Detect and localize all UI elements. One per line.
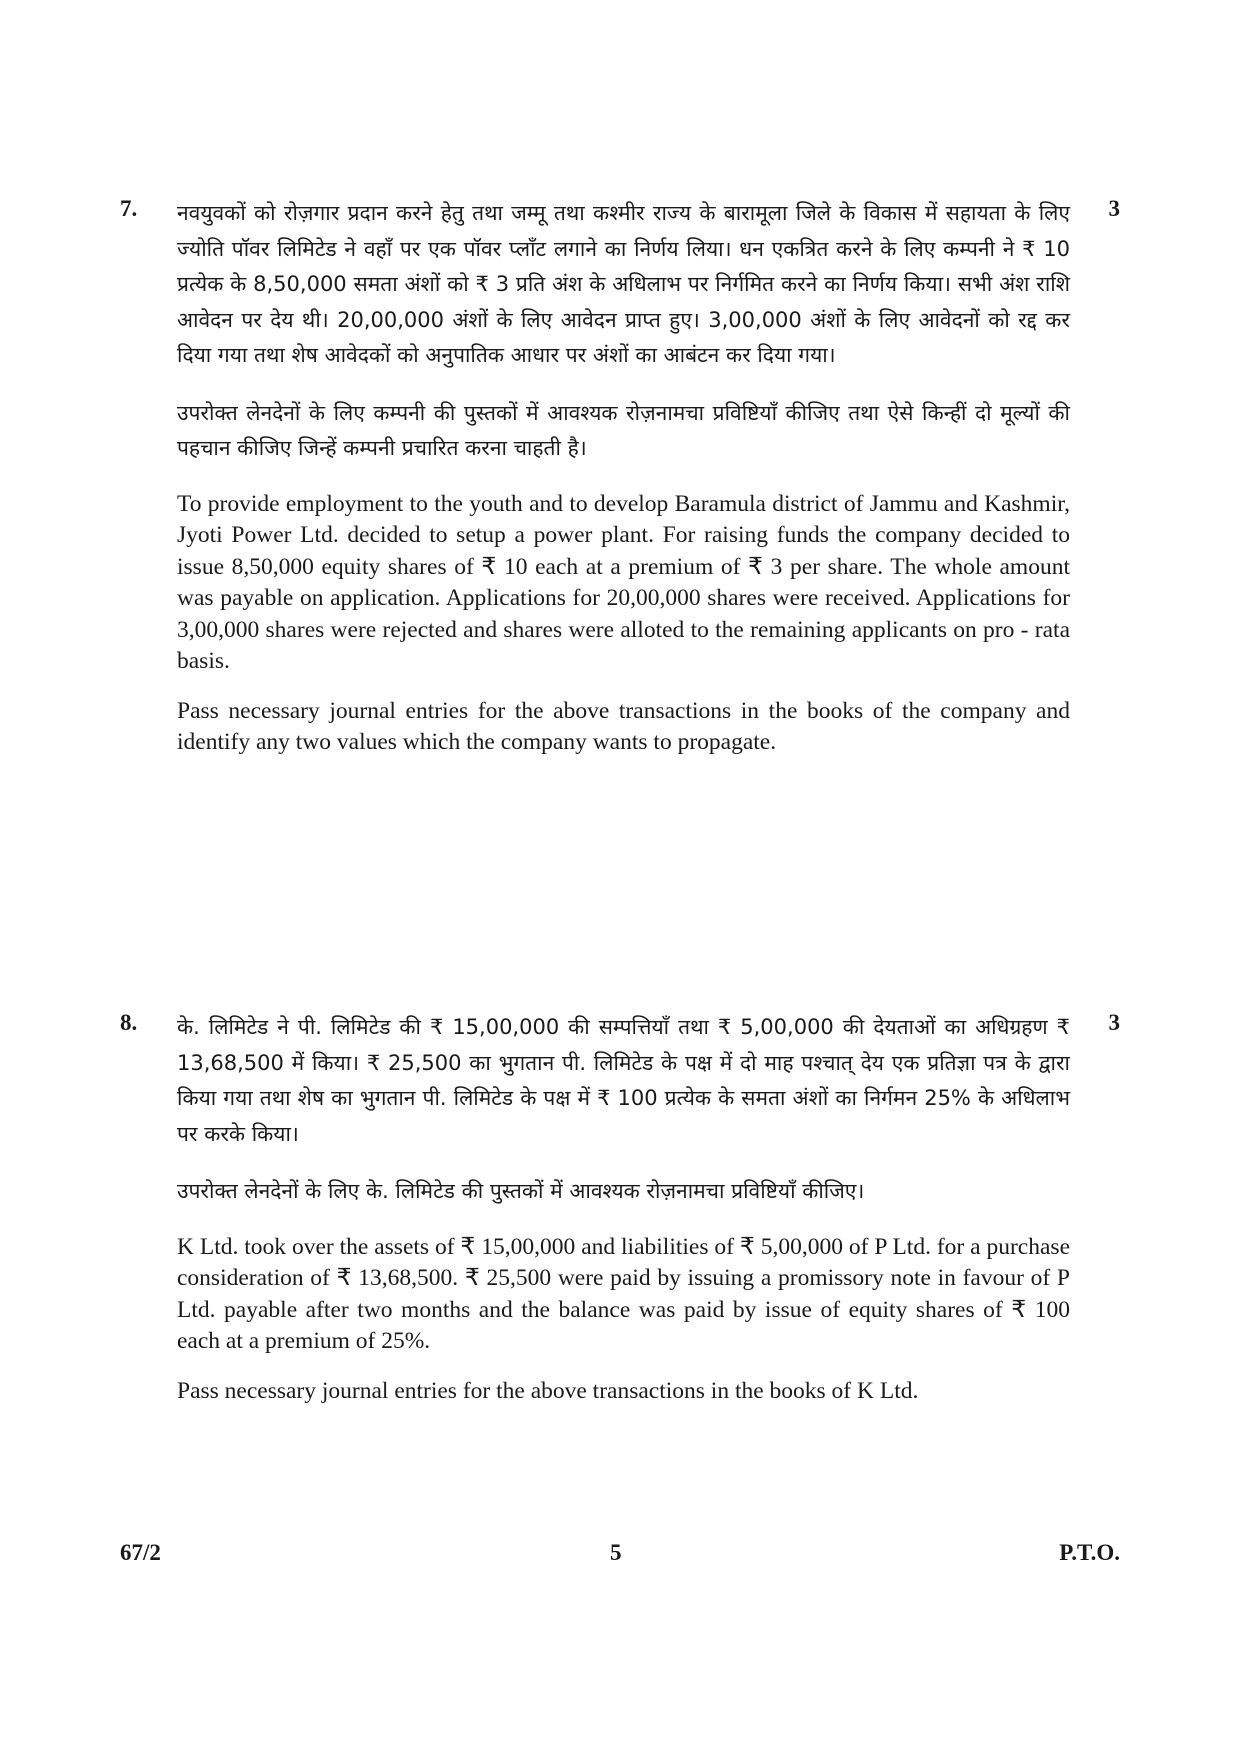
question-number: 7. xyxy=(120,196,138,221)
page-number: 5 xyxy=(610,1540,622,1565)
english-instruction-text: Pass necessary journal entries for the above transactions in the books of the company and identify any two values which the company wants to propagate. xyxy=(177,697,1070,755)
hindi-instruction-text: उपरोक्त लेनदेनों के लिए के. लिमिटेड की पुस्तकों में आवश्यक रोज़नामचा प्रविष्टियाँ कीजिए। xyxy=(177,1179,865,1203)
question-7 xyxy=(120,196,1120,777)
page-footer xyxy=(120,1540,1120,1580)
english-question-text: K Ltd. took over the assets of ₹ 15,00,000 and liabilities of ₹ 5,00,000 of P Ltd. for a purchase consideration of ₹ 13,68,500. ₹ 25,500 were paid by issuing a promissory note in favour of P Ltd. payable after two months and the balance was paid by issue of equity shares of ₹ 100 each at a premium of 25%. xyxy=(177,1233,1070,1354)
question-number: 8. xyxy=(120,1010,138,1035)
english-instruction-text: Pass necessary journal entries for the above transactions in the books of K Ltd. xyxy=(177,1377,919,1404)
question-body xyxy=(177,196,1070,759)
question-8 xyxy=(120,1010,1120,1425)
pto-label: P.T.O. xyxy=(1059,1540,1120,1565)
hindi-question-text: के. लिमिटेड ने पी. लिमिटेड की ₹ 15,00,000 की सम्पत्तियाँ तथा ₹ 5,00,000 की देयताओं का अधिग्रहण ₹ 13,68,500 में किया। ₹ 25,500 का भुगतान पी. लिमिटेड के पक्ष में दो माह पश्चात् देय एक प्रतिज्ञा पत्र के द्वारा किया गया तथा शेष का भुगतान पी. लिमिटेड के पक्ष में ₹ 100 प्रत्येक के समता अंशों का निर्गमन 25% के अधिलाभ पर करके किया। xyxy=(177,1015,1070,1146)
question-marks: 3 xyxy=(1108,196,1120,221)
paper-code: 67/2 xyxy=(120,1540,161,1565)
question-body xyxy=(177,1010,1070,1407)
hindi-question-text: नवयुवकों को रोज़गार प्रदान करने हेतु तथा जम्मू तथा कश्मीर राज्य के बारामूला जिले के विकास में सहायता के लिए ज्योति पॉवर लिमिटेड ने वहाँ पर एक पॉवर प्लाँट लगाने का निर्णय लिया। धन एकत्रित करने के लिए कम्पनी ने ₹ 10 प्रत्येक के 8,50,000 समता अंशों को ₹ 3 प्रति अंश के अधिलाभ पर निर्गमित करने का निर्णय किया। सभी अंश राशि आवेदन पर देय थी। 20,00,000 अंशों के लिए आवेदन प्राप्त हुए। 3,00,000 अंशों के लिए आवेदनों को रद्द कर दिया गया तथा शेष आवेदकों को अनुपातिक आधार पर अंशों का आबंटन कर दिया गया। xyxy=(177,201,1070,367)
question-marks: 3 xyxy=(1108,1010,1120,1035)
hindi-instruction-text: उपरोक्त लेनदेनों के लिए कम्पनी की पुस्तकों में आवश्यक रोज़नामचा प्रविष्टियाँ कीजिए तथा ऐसे किन्हीं दो मूल्यों की पहचान कीजिए जिन्हें कम्पनी प्रचारित करना चाहती है। xyxy=(177,400,1070,460)
english-question-text: To provide employment to the youth and to develop Baramula district of Jammu and Kashmir, Jyoti Power Ltd. decided to setup a power plant. For raising funds the company decided to issue 8,50,000 equity shares of ₹ 10 each at a premium of ₹ 3 per share. The whole amount was payable on application. Applications for 20,00,000 shares were received. Applications for 3,00,000 shares were rejected and shares were alloted to the remaining applicants on pro - rata basis. xyxy=(177,490,1070,674)
